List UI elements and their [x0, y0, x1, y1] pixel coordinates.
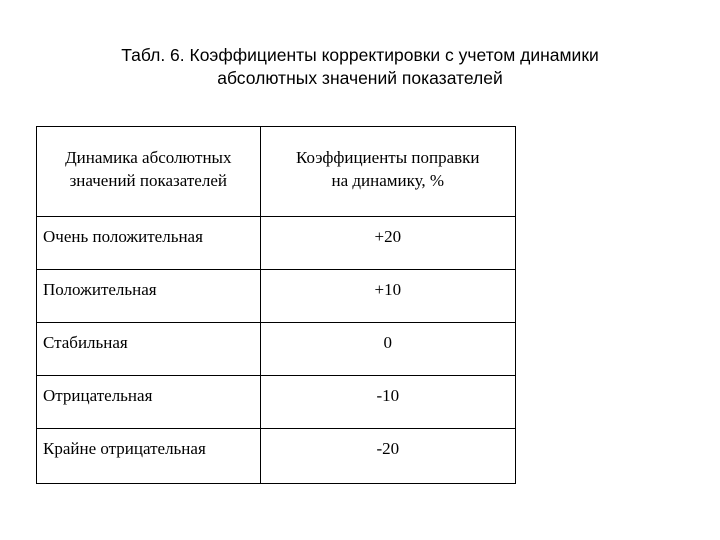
caption-line-2: абсолютных значений показателей: [217, 68, 503, 88]
caption-line-1: Табл. 6. Коэффициенты корректировки с учетом динамики: [121, 45, 599, 65]
table-row: [37, 270, 516, 323]
row-value: 0: [260, 323, 515, 376]
row-label: Стабильная: [37, 323, 261, 376]
table-row: [37, 217, 516, 270]
header-coefficients: [260, 127, 515, 217]
table-row: [37, 429, 516, 484]
table-header-row: [37, 127, 516, 217]
coefficients-table: [36, 126, 516, 484]
header-coefficients-line-1: Коэффициенты поправки: [296, 147, 480, 167]
row-label: Положительная: [37, 270, 261, 323]
row-label: Очень положительная: [37, 217, 261, 270]
header-dynamics-line-1: Динамика абсолютных: [65, 147, 232, 167]
row-label: Отрицательная: [37, 376, 261, 429]
header-coefficients-line-2: на динамику, %: [331, 170, 445, 190]
table-row: [37, 376, 516, 429]
table-caption: [0, 44, 720, 90]
row-value: -10: [260, 376, 515, 429]
table-row: [37, 323, 516, 376]
row-label: Крайне отрицательная: [37, 429, 261, 484]
row-value: -20: [260, 429, 515, 484]
header-dynamics-line-2: значений показателей: [69, 170, 227, 190]
row-value: +10: [260, 270, 515, 323]
row-value: +20: [260, 217, 515, 270]
header-dynamics: [37, 127, 261, 217]
